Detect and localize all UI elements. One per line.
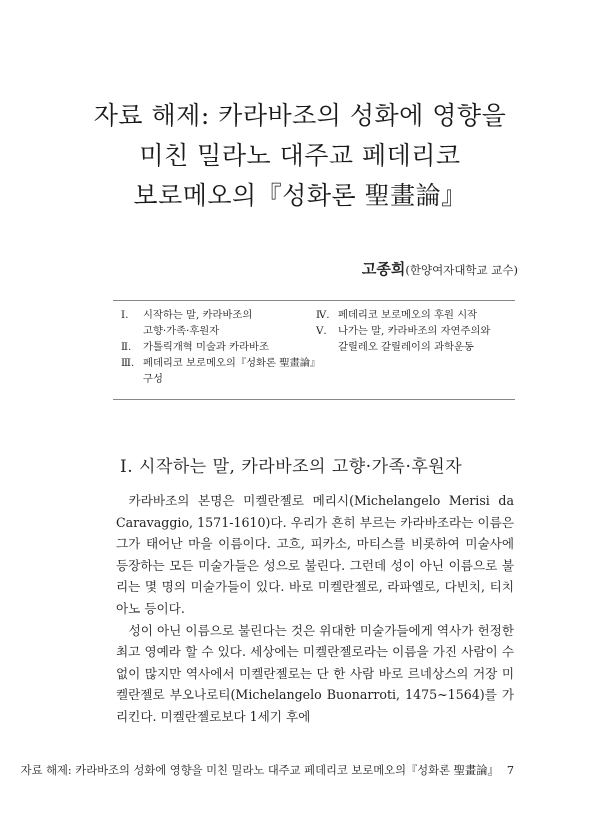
- toc-entry-number: Ⅱ.: [121, 341, 132, 353]
- toc-entry: [316, 307, 516, 323]
- toc-entry-number: Ⅰ.: [121, 309, 129, 321]
- toc-entry-text: 나가는 말, 카라바조의 자연주의와: [338, 325, 491, 337]
- page-number: 7: [506, 764, 514, 777]
- toc-entry-text: 시작하는 말, 카라바조의: [143, 309, 253, 321]
- running-title: 자료 해제: 카라바조의 성화에 영향을 미친 밀라노 대주교 페데리코 보로메오의『성화론 聖畫論』: [20, 764, 499, 777]
- toc-entry-text: 갈릴레오 갈릴레이의 과학운동: [338, 341, 474, 353]
- page-footer: [21, 762, 514, 778]
- toc-entry-number: Ⅲ.: [121, 357, 135, 369]
- body-text: [116, 490, 514, 728]
- toc-entry-text: 페데리코 보로메오의『성화론 聖畫論』: [143, 357, 321, 369]
- title-line: 미친 밀라노 대주교 페데리코: [139, 141, 461, 170]
- toc-entry-number: Ⅳ.: [316, 309, 330, 321]
- section-heading: Ⅰ. 시작하는 말, 카라바조의 고향·가족·후원자: [120, 457, 463, 477]
- toc-entry-text: 구성: [143, 373, 163, 385]
- toc-entry: [316, 323, 516, 355]
- toc-entry: [121, 307, 321, 339]
- paragraph: 카라바조의 본명은 미켈란젤로 메리시(Michelangelo Merisi da Caravaggio, 1571-1610)다. 우리가 흔히 부르는 카라바조라는 이름은 그가 태어난 마을 이름이다. 고흐, 피카소, 마티스를 비롯하여 미술사에 등장하는 모든 미술가들은 성으로 불린다. 그런데 성이 아닌 이름으로 불리는 몇 명의 미술가들이 있다. 바로 미켈란젤로, 라파엘로, 다빈치, 티치아노 등이다.: [116, 493, 514, 616]
- toc-entry: [121, 339, 321, 355]
- table-of-contents: [113, 300, 515, 400]
- paragraph: 성이 아닌 이름으로 불린다는 것은 위대한 미술가들에게 역사가 헌정한 최고 영예라 할 수 있다. 세상에는 미켈란젤로라는 이름을 가진 사람이 수없이 많지만 역사에서 미켈란젤로는 단 한 사람 바로 르네상스의 거장 미켈란젤로 부오나로티(Michelangelo Buonarroti, 1475~1564)를 가리킨다. 미켈란젤로보다 1세기 후에: [116, 622, 514, 724]
- toc-column-left: [121, 307, 321, 387]
- toc-column-right: [316, 307, 516, 355]
- article-title: [0, 96, 600, 216]
- author-name: 고종희: [361, 260, 406, 278]
- toc-entry: [121, 355, 321, 387]
- title-line: 보로메오의『성화론 聖畫論』: [133, 181, 467, 210]
- author-byline: [362, 258, 518, 279]
- author-affiliation: (한양여자대학교 교수): [405, 263, 518, 277]
- toc-entry-number: Ⅴ.: [316, 325, 327, 337]
- toc-entry-text: 고향·가족·후원자: [143, 325, 220, 337]
- title-line: 자료 해제: 카라바조의 성화에 영향을: [93, 101, 507, 130]
- toc-entry-text: 가톨릭개혁 미술과 카라바조: [143, 341, 269, 353]
- toc-entry-text: 페데리코 보로메오의 후원 시작: [338, 309, 478, 321]
